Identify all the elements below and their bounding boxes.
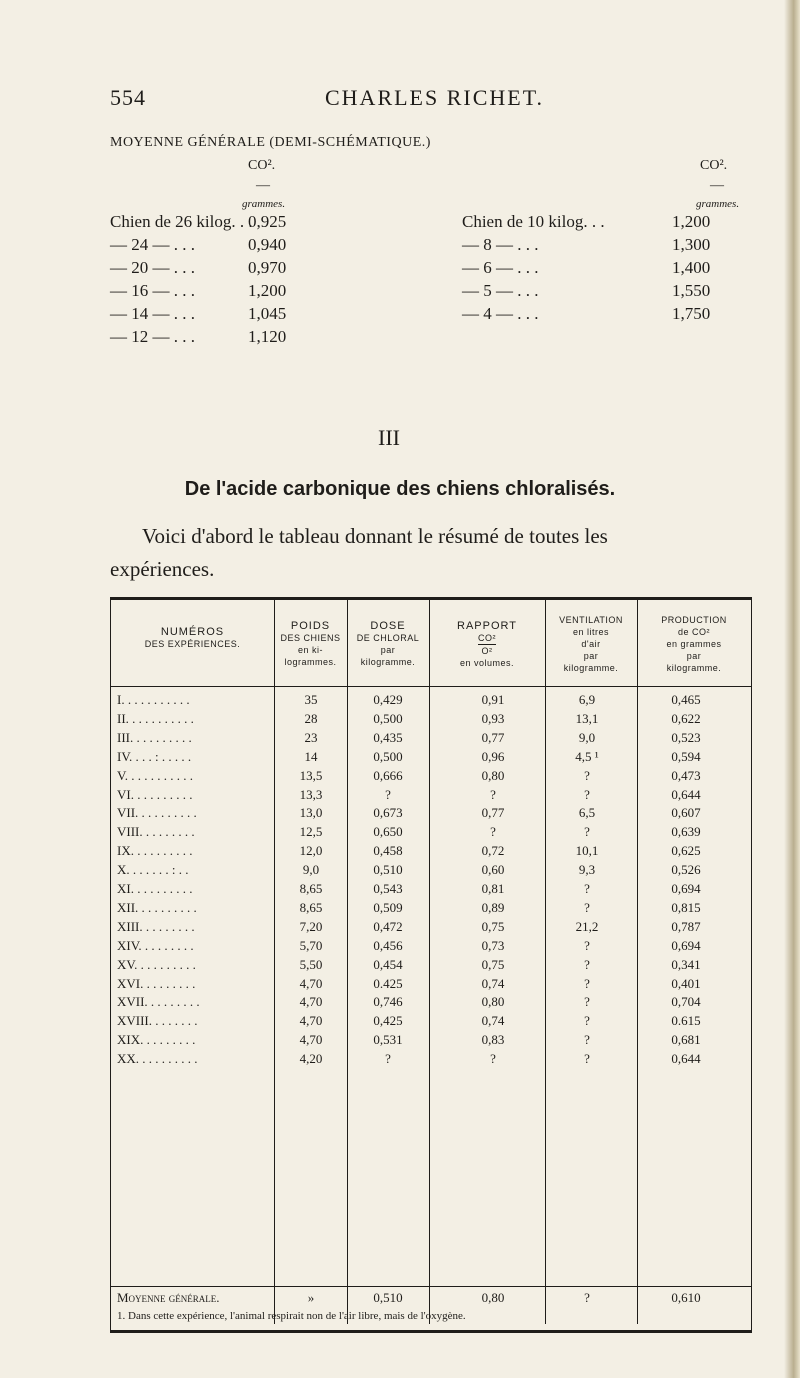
- experiment-number: XVII. . . . . . . . .: [117, 994, 200, 1010]
- weight-label: Chien de 26 kilog. . .: [110, 212, 253, 231]
- experiment-number: II. . . . . . . . . . .: [117, 710, 194, 726]
- dose-cell: 0,500: [373, 710, 403, 726]
- experiment-number: V. . . . . . . . . . .: [117, 767, 193, 783]
- co2-value: 0,970: [248, 258, 287, 277]
- table-row: [111, 1051, 751, 1070]
- results-table: [110, 597, 752, 1333]
- ventilation-cell: 10,1: [575, 843, 599, 859]
- table-row: [111, 900, 751, 919]
- poids-cell: 12,5: [299, 824, 323, 840]
- header-line: en grammes: [666, 639, 722, 649]
- header-line: NUMÉROS: [160, 626, 225, 638]
- header-line: RAPPORT: [457, 620, 517, 632]
- poids-cell: 35: [304, 692, 318, 707]
- weight-label: — 14 — . . .: [110, 304, 195, 323]
- rapport-cell: 0,81: [481, 881, 505, 896]
- experiment-number: XV. . . . . . . . . .: [117, 956, 196, 972]
- poids-cell: 5,50: [299, 956, 323, 972]
- experiment-number: VI. . . . . . . . . .: [117, 786, 193, 802]
- poids-cell: 28: [304, 710, 318, 726]
- dose-cell: 0,425: [373, 1013, 403, 1029]
- header-line: DE CHLORAL: [356, 633, 420, 643]
- experiment-number: XIX. . . . . . . . .: [117, 1032, 196, 1048]
- rapport-cell: ?: [490, 1051, 496, 1067]
- header-ventilation: [545, 614, 637, 674]
- average-label: Moyenne générale.: [117, 1290, 220, 1305]
- rapport-cell: 0,72: [481, 843, 505, 859]
- ventilation-cell: ?: [584, 899, 590, 915]
- ventilation-cell: 9,0: [578, 729, 596, 745]
- header-rapport: [429, 620, 545, 669]
- production-cell: 0,625: [671, 843, 701, 859]
- dose-cell: 0,500: [373, 748, 403, 764]
- table-row: [111, 787, 751, 806]
- average-poids: »: [307, 1290, 315, 1305]
- experiment-number: IX. . . . . . . . . .: [117, 843, 193, 859]
- ratio-denominator: O²: [478, 644, 496, 657]
- rapport-cell: 0,93: [481, 710, 505, 726]
- ventilation-cell: ?: [584, 975, 590, 991]
- weight-label: — 5 — . . .: [462, 281, 539, 300]
- production-cell: 0,401: [671, 975, 701, 991]
- rapport-cell: 0,96: [481, 748, 505, 764]
- ventilation-cell: 4,5 ¹: [575, 748, 599, 764]
- table-row: [111, 1013, 751, 1032]
- header-line: POIDS: [290, 620, 331, 632]
- ventilation-cell: ?: [584, 937, 590, 953]
- dose-cell: 0,543: [373, 881, 403, 896]
- average-row: [111, 1290, 751, 1310]
- table-row: [111, 994, 751, 1013]
- production-cell: 0,523: [671, 729, 701, 745]
- page-number: 554: [110, 85, 146, 110]
- poids-cell: 4,70: [299, 975, 323, 991]
- co2-value: 0,925: [248, 212, 287, 231]
- header-line: par: [380, 645, 396, 655]
- production-cell: 0,622: [671, 710, 701, 726]
- ventilation-cell: ?: [584, 1032, 590, 1048]
- summary-title-text: MOYENNE GÉNÉRALE (DEMI-SCHÉMATIQUE.): [110, 135, 431, 150]
- table-row: [111, 976, 751, 995]
- experiment-number: III. . . . . . . . . .: [117, 729, 192, 745]
- rapport-cell: 0,75: [481, 956, 505, 972]
- weight-label: Chien de 10 kilog. . .: [462, 212, 605, 231]
- rapport-cell: 0,74: [481, 975, 505, 991]
- intro-paragraph: [110, 520, 750, 586]
- co2-value: 1,120: [248, 327, 287, 346]
- dose-cell: 0.425: [373, 975, 403, 991]
- rapport-cell: 0,73: [481, 937, 505, 953]
- production-cell: 0,704: [671, 994, 701, 1010]
- experiment-number: XII. . . . . . . . . .: [117, 899, 197, 915]
- poids-cell: 14: [304, 748, 318, 764]
- production-cell: 0,594: [671, 748, 701, 764]
- ventilation-cell: ?: [584, 956, 590, 972]
- header-line: par: [686, 651, 702, 661]
- production-cell: 0,526: [671, 862, 701, 878]
- production-cell: 0,644: [671, 786, 701, 802]
- rapport-cell: 0,91: [481, 692, 505, 707]
- poids-cell: 4,70: [299, 994, 323, 1010]
- rapport-cell: 0,77: [481, 729, 505, 745]
- table-row: [111, 862, 751, 881]
- average-ventilation: ?: [584, 1290, 590, 1305]
- ventilation-cell: ?: [584, 1051, 590, 1067]
- production-cell: 0,607: [671, 805, 701, 821]
- header-line: kilogramme.: [360, 657, 416, 667]
- weight-label: — 4 — . . .: [462, 304, 539, 323]
- production-cell: 0,815: [671, 899, 701, 915]
- co2-value: 0,940: [248, 235, 287, 254]
- table-row: [111, 692, 751, 711]
- running-title: CHARLES RICHET.: [325, 85, 545, 110]
- header-line: de CO²: [677, 627, 710, 637]
- header-dose: [347, 620, 429, 668]
- header-poids: [274, 620, 347, 668]
- poids-cell: 13,5: [299, 767, 323, 783]
- production-cell: 0,694: [671, 937, 701, 953]
- production-cell: 0,473: [671, 767, 701, 783]
- dose-cell: 0,650: [373, 824, 403, 840]
- intro-line-1: Voici d'abord le tableau donnant le résumé de toutes les: [142, 524, 608, 548]
- header-line: en litres: [572, 627, 609, 637]
- dose-cell: 0,746: [373, 994, 403, 1010]
- header-line: en ki-: [297, 645, 323, 655]
- rapport-cell: ?: [490, 786, 496, 802]
- experiment-number: X. . . . . . . : . .: [117, 862, 189, 878]
- experiment-number: XIII. . . . . . . . .: [117, 918, 195, 934]
- weight-label: — 8 — . . .: [462, 235, 539, 254]
- average-production: 0,610: [671, 1290, 701, 1305]
- experiment-number: XI. . . . . . . . . .: [117, 881, 193, 896]
- header-line: en volumes.: [459, 658, 515, 668]
- experiment-number: XX. . . . . . . . . .: [117, 1051, 198, 1067]
- experiment-number: XIV. . . . . . . . .: [117, 937, 194, 953]
- dose-cell: 0,456: [373, 937, 403, 953]
- header-line: logrammes.: [284, 657, 337, 667]
- weight-label: — 16 — . . .: [110, 281, 195, 300]
- ventilation-cell: 6,5: [578, 805, 596, 821]
- ventilation-cell: ?: [584, 994, 590, 1010]
- table-row: [111, 843, 751, 862]
- dose-cell: 0,435: [373, 729, 403, 745]
- dash-left: —: [256, 178, 270, 193]
- table-row: [111, 938, 751, 957]
- header-line: DES EXPÉRIENCES.: [144, 639, 241, 649]
- dose-cell: 0,666: [373, 767, 403, 783]
- header-line: VENTILATION: [559, 615, 623, 625]
- experiment-number: VIII. . . . . . . . .: [117, 824, 195, 840]
- page-edge: [784, 0, 800, 1378]
- co2-heading-left: CO².: [248, 158, 276, 173]
- unit-left: grammes.: [242, 198, 286, 210]
- co2-value: 1,200: [672, 212, 711, 231]
- poids-cell: 4,70: [299, 1013, 323, 1029]
- rapport-cell: 0,83: [481, 1032, 505, 1048]
- ventilation-cell: 21,2: [575, 918, 599, 934]
- section-number: III: [378, 425, 400, 450]
- header-line: DOSE: [370, 620, 406, 632]
- co2-value: 1,750: [672, 304, 711, 323]
- co2-value: 1,200: [248, 281, 287, 300]
- experiment-number: VII. . . . . . . . . .: [117, 805, 197, 821]
- poids-cell: 23: [304, 729, 318, 745]
- header-line: d'air: [581, 639, 601, 649]
- poids-cell: 13,3: [299, 786, 323, 802]
- dose-cell: 0,454: [373, 956, 403, 972]
- header-line: PRODUCTION: [661, 615, 727, 625]
- dose-cell: ?: [385, 786, 391, 802]
- ventilation-cell: ?: [584, 767, 590, 783]
- dose-cell: 0,510: [373, 862, 403, 878]
- production-cell: 0,787: [671, 918, 701, 934]
- ventilation-cell: 13,1: [575, 710, 599, 726]
- table-row: [111, 805, 751, 824]
- dash-right: —: [710, 178, 724, 193]
- poids-cell: 4,70: [299, 1032, 323, 1048]
- co2-heading-right: CO².: [700, 158, 728, 173]
- production-cell: 0,681: [671, 1032, 701, 1048]
- poids-cell: 8,65: [299, 881, 323, 896]
- header-line: kilogramme.: [666, 663, 722, 673]
- average-rule: [111, 1286, 751, 1287]
- dose-cell: 0,531: [373, 1032, 403, 1048]
- ventilation-cell: ?: [584, 881, 590, 896]
- rapport-cell: 0,80: [481, 994, 505, 1010]
- weight-label: — 6 — . . .: [462, 258, 539, 277]
- dose-cell: 0,472: [373, 918, 403, 934]
- co2-value: 1,045: [248, 304, 287, 323]
- poids-cell: 9,0: [302, 862, 320, 878]
- table-row: [111, 711, 751, 730]
- rapport-cell: 0,89: [481, 899, 505, 915]
- production-cell: 0,465: [671, 692, 701, 707]
- weight-label: — 12 — . . .: [110, 327, 195, 346]
- table-row: [111, 919, 751, 938]
- ventilation-cell: 9,3: [578, 862, 596, 878]
- header-line: DES CHIENS: [280, 633, 341, 643]
- rapport-cell: 0,77: [481, 805, 505, 821]
- footnote: 1. Dans cette expérience, l'animal respirait non de l'air libre, mais de l'oxygène.: [117, 1310, 466, 1322]
- rapport-cell: ?: [490, 824, 496, 840]
- production-cell: 0,644: [671, 1051, 701, 1067]
- dose-cell: ?: [385, 1051, 391, 1067]
- unit-right: grammes.: [696, 198, 740, 210]
- intro-line-2: expériences.: [110, 557, 215, 581]
- average-rapport: 0,80: [481, 1290, 505, 1305]
- ventilation-cell: 6,9: [578, 692, 596, 707]
- co2-value: 1,550: [672, 281, 711, 300]
- table-row: [111, 881, 751, 900]
- table-row: [111, 749, 751, 768]
- rapport-cell: 0,74: [481, 1013, 505, 1029]
- experiment-number: XVIII. . . . . . . .: [117, 1013, 198, 1029]
- header-rule: [111, 686, 751, 687]
- poids-cell: 8,65: [299, 899, 323, 915]
- rapport-cell: 0,60: [481, 862, 505, 878]
- production-cell: 0,694: [671, 881, 701, 896]
- ventilation-cell: ?: [584, 1013, 590, 1029]
- co2-value: 1,300: [672, 235, 711, 254]
- section-title: De l'acide carbonique des chiens chloralisés.: [184, 478, 616, 500]
- experiment-number: I. . . . . . . . . . .: [117, 692, 190, 707]
- experiment-number: IV. . . . : . . . . .: [117, 748, 192, 764]
- poids-cell: 5,70: [299, 937, 323, 953]
- rapport-cell: 0,75: [481, 918, 505, 934]
- rapport-cell: 0,80: [481, 767, 505, 783]
- ventilation-cell: ?: [584, 824, 590, 840]
- dose-cell: 0,673: [373, 805, 403, 821]
- experiment-number: XVI. . . . . . . . .: [117, 975, 196, 991]
- poids-cell: 12,0: [299, 843, 323, 859]
- table-row: [111, 730, 751, 749]
- header-production: [637, 614, 751, 674]
- poids-cell: 13,0: [299, 805, 323, 821]
- production-cell: 0,639: [671, 824, 701, 840]
- header-line: kilogramme.: [563, 663, 619, 673]
- header-line: par: [583, 651, 599, 661]
- weight-label: — 20 — . . .: [110, 258, 195, 277]
- weight-label: — 24 — . . .: [110, 235, 195, 254]
- dose-cell: 0,429: [373, 692, 403, 707]
- average-dose: 0,510: [373, 1290, 403, 1305]
- production-cell: 0,341: [671, 956, 701, 972]
- ratio-numerator: CO²: [478, 633, 496, 643]
- table-row: [111, 957, 751, 976]
- table-row: [111, 824, 751, 843]
- co2-value: 1,400: [672, 258, 711, 277]
- poids-cell: 7,20: [299, 918, 323, 934]
- table-row: [111, 1032, 751, 1051]
- ventilation-cell: ?: [584, 786, 590, 802]
- header-numeros: [111, 626, 274, 650]
- production-cell: 0.615: [671, 1013, 701, 1029]
- table-row: [111, 768, 751, 787]
- poids-cell: 4,20: [299, 1051, 323, 1067]
- dose-cell: 0,509: [373, 899, 403, 915]
- dose-cell: 0,458: [373, 843, 403, 859]
